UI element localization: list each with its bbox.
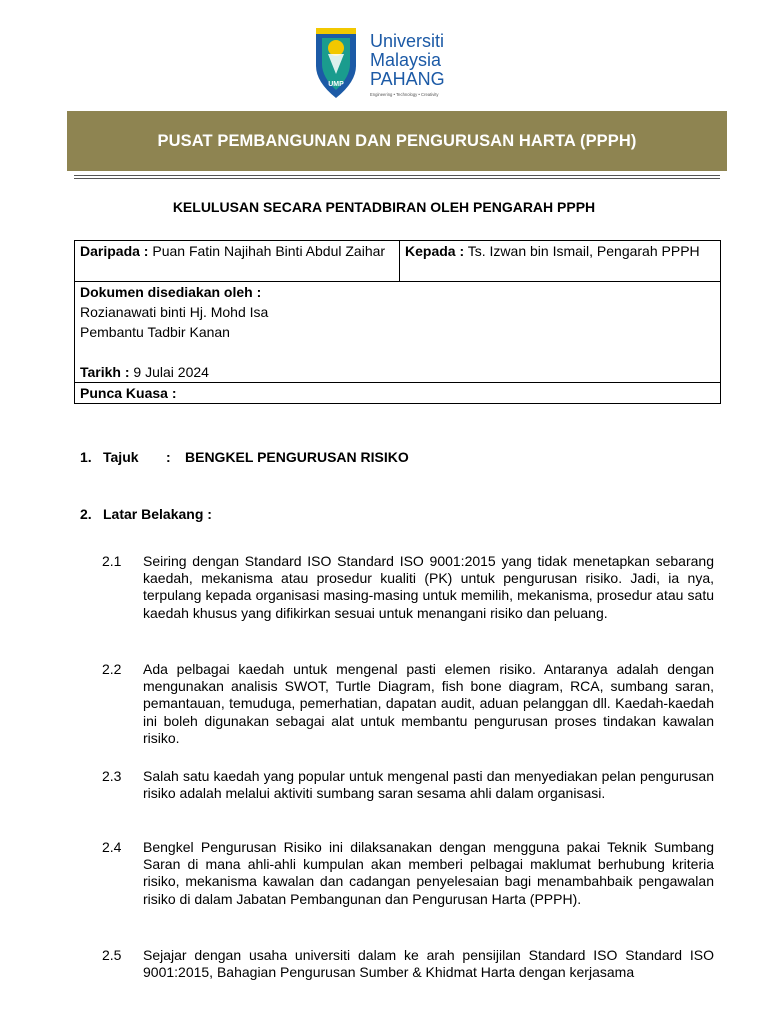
paragraph-number: 2.5 — [102, 947, 122, 963]
from-label: Daripada : — [80, 243, 149, 259]
prepared-by-label: Dokumen disediakan oleh : — [80, 284, 262, 300]
from-value: Puan Fatin Najihah Binti Abdul Zaihar — [148, 243, 386, 259]
divider-bottom — [74, 178, 720, 179]
authority-cell — [75, 383, 721, 404]
paragraph-text: Salah satu kaedah yang popular untuk mengenal pasti dan menyediakan pelan pengurusan risiko adalah melalui aktiviti sumbang saran sesama ahli dalam organisasi. — [143, 768, 714, 802]
paragraph-2-3 — [102, 768, 714, 802]
section-1-label: Tajuk — [103, 449, 139, 465]
section-1-title: BENGKEL PENGURUSAN RISIKO — [185, 449, 409, 465]
section-2-label: Latar Belakang : — [103, 506, 212, 522]
paragraph-number: 2.4 — [102, 839, 122, 855]
shield-top-bar — [316, 28, 356, 34]
prepared-by-name: Rozianawati binti Hj. Mohd Isa — [80, 304, 269, 320]
shield-sun — [328, 40, 344, 56]
prepared-by-role: Pembantu Tadbir Kanan — [80, 324, 230, 340]
paragraph-2-2 — [102, 661, 714, 747]
paragraph-2-4 — [102, 839, 714, 908]
university-logo — [310, 24, 470, 102]
paragraph-2-1 — [102, 553, 714, 622]
paragraph-number: 2.2 — [102, 661, 122, 677]
paragraph-text: Ada pelbagai kaedah untuk mengenal pasti elemen risiko. Antaranya adalah dengan mengunakan analisis SWOT, Turtle Diagram, fish bone diagram, RCA, sumbang saran, pemantauan, temuduga, pemerhatian, dapatan audit, aduan pelanggan dll. Kaedah-kaedah ini boleh digunakan sebagai alat untuk membantu pengurusan proses tindakan kawalan risiko. — [143, 661, 714, 746]
paragraph-text: Bengkel Pengurusan Risiko ini dilaksanakan dengan mengguna pakai Teknik Sumbang Saran di mana ahli-ahli kumpulan akan memberi pelbagai maklumat berhubung kriteria risiko, mekanisma kawalan dan cadangan penyelesaian bagi menambahbaik pengawalan risiko di dalam Jabatan Pembangunan dan Pengurusan Harta (PPPH). — [143, 839, 714, 907]
logo-line-pahang: PAHANG — [370, 69, 445, 89]
logo-tagline: Engineering • Technology • Creativity — [370, 92, 439, 97]
divider-top — [74, 175, 720, 176]
from-cell — [75, 241, 400, 282]
to-cell — [400, 241, 721, 282]
authority-label: Punca Kuasa : — [80, 385, 177, 401]
paragraph-2-5 — [102, 947, 714, 981]
date-value: 9 Julai 2024 — [129, 364, 209, 380]
section-1-number: 1. — [80, 449, 92, 465]
shield-ump-text: UMP — [328, 81, 344, 88]
department-banner: PUSAT PEMBANGUNAN DAN PENGURUSAN HARTA (PPPH) — [67, 111, 727, 171]
memo-info-table — [74, 240, 721, 404]
section-2-number: 2. — [80, 506, 92, 522]
to-value: Ts. Izwan bin Ismail, Pengarah PPPH — [464, 243, 700, 259]
prepared-by-cell — [75, 282, 721, 383]
paragraph-text: Sejajar dengan usaha universiti dalam ke arah pensijilan Standard ISO Standard ISO 9001:2015, Bahagian Pengurusan Sumber & Khidmat Harta dengan kerjasama — [143, 947, 714, 981]
logo-line-universiti: Universiti — [370, 31, 445, 51]
section-1-separator: : — [166, 449, 171, 465]
paragraph-number: 2.1 — [102, 553, 122, 569]
logo-line-malaysia: Malaysia — [370, 50, 442, 70]
date-label: Tarikh : — [80, 364, 130, 380]
to-label: Kepada : — [405, 243, 465, 259]
paragraph-text: Seiring dengan Standard ISO Standard ISO 9001:2015 yang tidak menetapkan sebarang kaedah, mekanisma atau prosedur kualiti (PK) untuk pengurusan risiko. Jadi, ia nya, terpulang kepada organisasi masing-masing untuk memilih, mekanisma, prosedur atau satu kaedah khusus yang difikirkan sesuai untuk menangani risiko dan peluang. — [143, 553, 714, 621]
paragraph-number: 2.3 — [102, 768, 122, 784]
document-subtitle: KELULUSAN SECARA PENTADBIRAN OLEH PENGARAH PPPH — [172, 199, 596, 215]
